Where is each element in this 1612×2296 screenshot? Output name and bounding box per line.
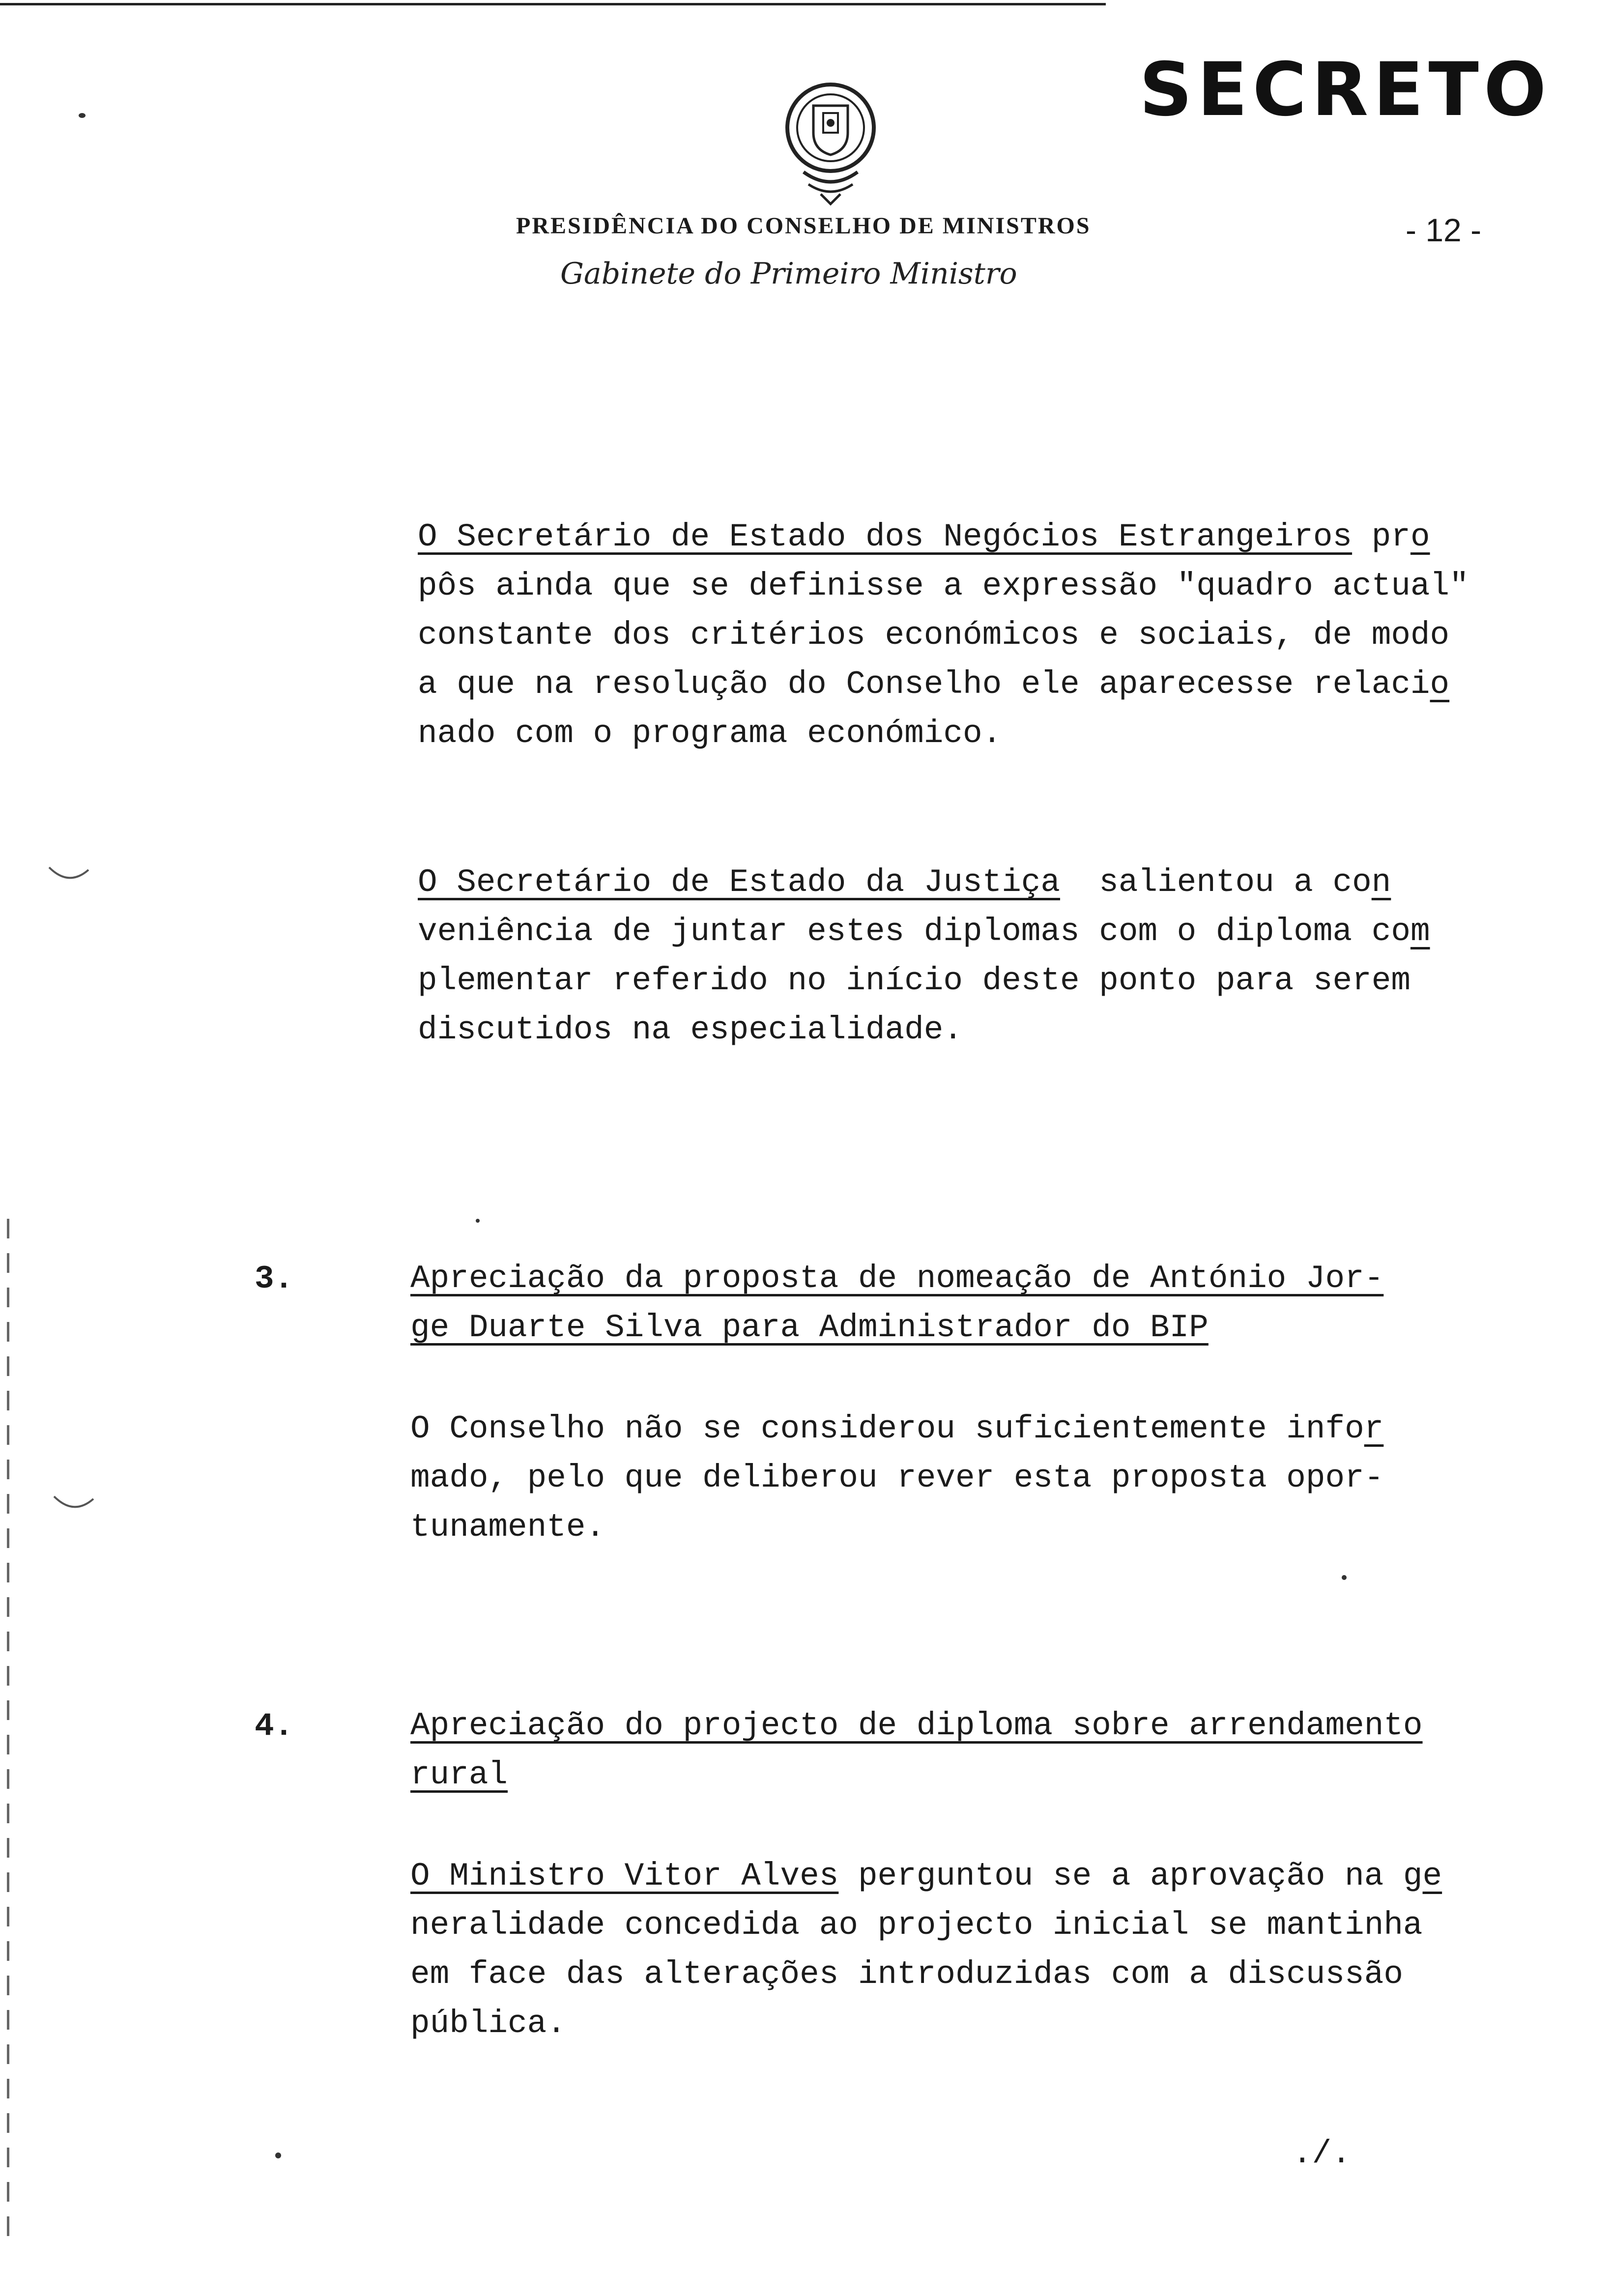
text-line: discutidos na especialidade. bbox=[418, 1011, 963, 1048]
coat-of-arms-icon bbox=[774, 79, 887, 206]
text-line: tunamente. bbox=[410, 1509, 605, 1546]
text-line: pública. bbox=[410, 2005, 566, 2042]
item-4-number: 4. bbox=[255, 1708, 294, 1745]
continuation-mark: ./. bbox=[1293, 2135, 1351, 2172]
secret-stamp: SECRETO bbox=[1139, 47, 1552, 133]
item-3-body bbox=[410, 1405, 1383, 1552]
text-line: nado com o programa económico. bbox=[418, 715, 1002, 752]
text-line: veniência de juntar estes diplomas com o diploma com bbox=[418, 913, 1430, 950]
item-4-title: Apreciação do projecto de diploma sobre arrendamento rural bbox=[410, 1707, 1423, 1793]
scan-speck bbox=[1342, 1575, 1347, 1580]
text-line: pôs ainda que se definisse a expressão "quadro actual" bbox=[418, 568, 1469, 604]
text-line: O Conselho não se considerou suficientemente infor bbox=[410, 1410, 1384, 1447]
scan-speck bbox=[275, 2152, 281, 2158]
scan-speck bbox=[79, 113, 86, 118]
page-number: - 12 - bbox=[1406, 212, 1482, 248]
text-line: O Secretário de Estado da Justiça salientou a con bbox=[418, 864, 1391, 901]
text-line: O Secretário de Estado dos Negócios Estrangeiros pro bbox=[418, 518, 1430, 555]
item-4-body bbox=[410, 1852, 1442, 2048]
text-line: plementar referido no início deste ponto para serem bbox=[418, 962, 1410, 999]
scan-edge-mark bbox=[7, 1219, 9, 2251]
paragraph-justice bbox=[418, 858, 1430, 1055]
top-rule bbox=[0, 3, 1106, 5]
office-heading: PRESIDÊNCIA DO CONSELHO DE MINISTROS bbox=[516, 213, 1091, 239]
item-3-title: Apreciação da proposta de nomeação de António Jor- ge Duarte Silva para Administrador do BIP bbox=[410, 1260, 1384, 1346]
scan-edge-arc bbox=[47, 865, 91, 885]
text-line: neralidade concedida ao projecto inicial se mantinha bbox=[410, 1907, 1423, 1944]
scan-edge-arc bbox=[52, 1494, 96, 1514]
text-line: em face das alterações introduzidas com a discussão bbox=[410, 1956, 1403, 1993]
cabinet-signature-line: Gabinete do Primeiro Ministro bbox=[560, 257, 1017, 291]
text-line: O Ministro Vitor Alves perguntou se a aprovação na ge bbox=[410, 1858, 1442, 1894]
text-line: mado, pelo que deliberou rever esta proposta opor- bbox=[410, 1460, 1384, 1496]
paragraph-foreign-affairs bbox=[418, 513, 1469, 758]
item-3-number: 3. bbox=[255, 1261, 294, 1297]
scan-speck bbox=[476, 1219, 480, 1223]
text-line: constante dos critérios económicos e sociais, de modo bbox=[418, 617, 1450, 654]
text-line: a que na resolução do Conselho ele aparecesse relacio bbox=[418, 666, 1450, 703]
